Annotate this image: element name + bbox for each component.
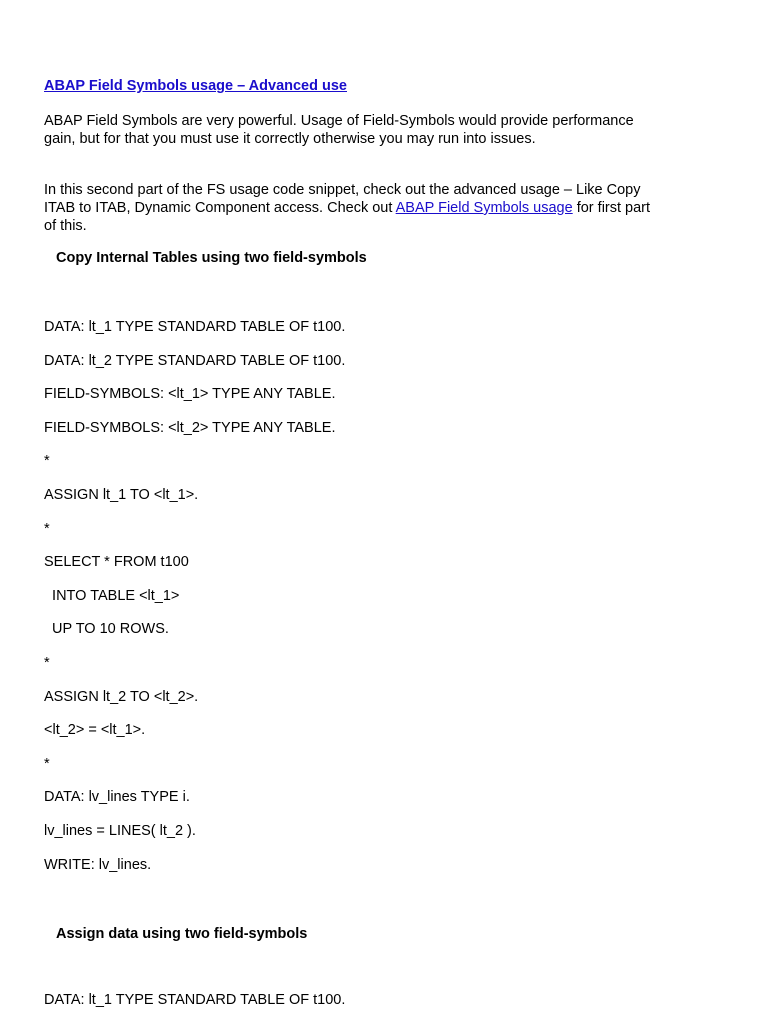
second-paragraph [44, 181, 724, 235]
code-line: DATA: lt_2 TYPE STANDARD TABLE OF t100. [44, 352, 346, 369]
paragraph-line: In this second part of the FS usage code snippet, check out the advanced usage – Like Copy [44, 182, 641, 198]
code-line: * [44, 520, 50, 537]
article-title-link[interactable]: ABAP Field Symbols usage – Advanced use [44, 78, 347, 94]
paragraph-text: for first part [572, 200, 651, 216]
intro-line: ABAP Field Symbols are very powerful. Usage of Field-Symbols would provide performance [44, 113, 634, 129]
code-line: * [44, 755, 50, 772]
code-line: WRITE: lv_lines. [44, 856, 152, 873]
paragraph-text: ITAB to ITAB, Dynamic Component access. Check out [44, 200, 396, 216]
code-line: ASSIGN lt_1 TO <lt_1>. [44, 487, 199, 503]
field-symbols-usage-link[interactable]: ABAP Field Symbols usage [395, 200, 573, 216]
code-line: UP TO 10 ROWS. [44, 621, 169, 638]
paragraph-line [44, 199, 724, 217]
code-line: FIELD-SYMBOLS: <lt_1> TYPE ANY TABLE. [44, 386, 336, 403]
code-line: DATA: lt_1 TYPE STANDARD TABLE OF t100. [44, 319, 346, 335]
code-line: * [44, 655, 50, 671]
code-line: lv_lines = LINES( lt_2 ). [44, 823, 196, 839]
code-line: DATA: lv_lines TYPE i. [44, 789, 190, 806]
intro-paragraph [44, 112, 724, 148]
section-heading-assign-data: Assign data using two field-symbols [56, 926, 308, 942]
code-line: <lt_2> = <lt_1>. [44, 722, 146, 739]
code-line: FIELD-SYMBOLS: <lt_2> TYPE ANY TABLE. [44, 419, 336, 436]
code-line: INTO TABLE <lt_1> [44, 587, 180, 604]
section-heading-copy-tables: Copy Internal Tables using two field-symbols [56, 250, 367, 266]
intro-line: gain, but for that you must use it correctly otherwise you may run into issues. [44, 131, 536, 147]
paragraph-line: of this. [44, 218, 87, 234]
code-line: SELECT * FROM t100 [44, 554, 189, 571]
code-line: ASSIGN lt_2 TO <lt_2>. [44, 688, 199, 705]
code-line: DATA: lt_1 TYPE STANDARD TABLE OF t100. [44, 992, 346, 1008]
code-line: * [44, 453, 50, 470]
